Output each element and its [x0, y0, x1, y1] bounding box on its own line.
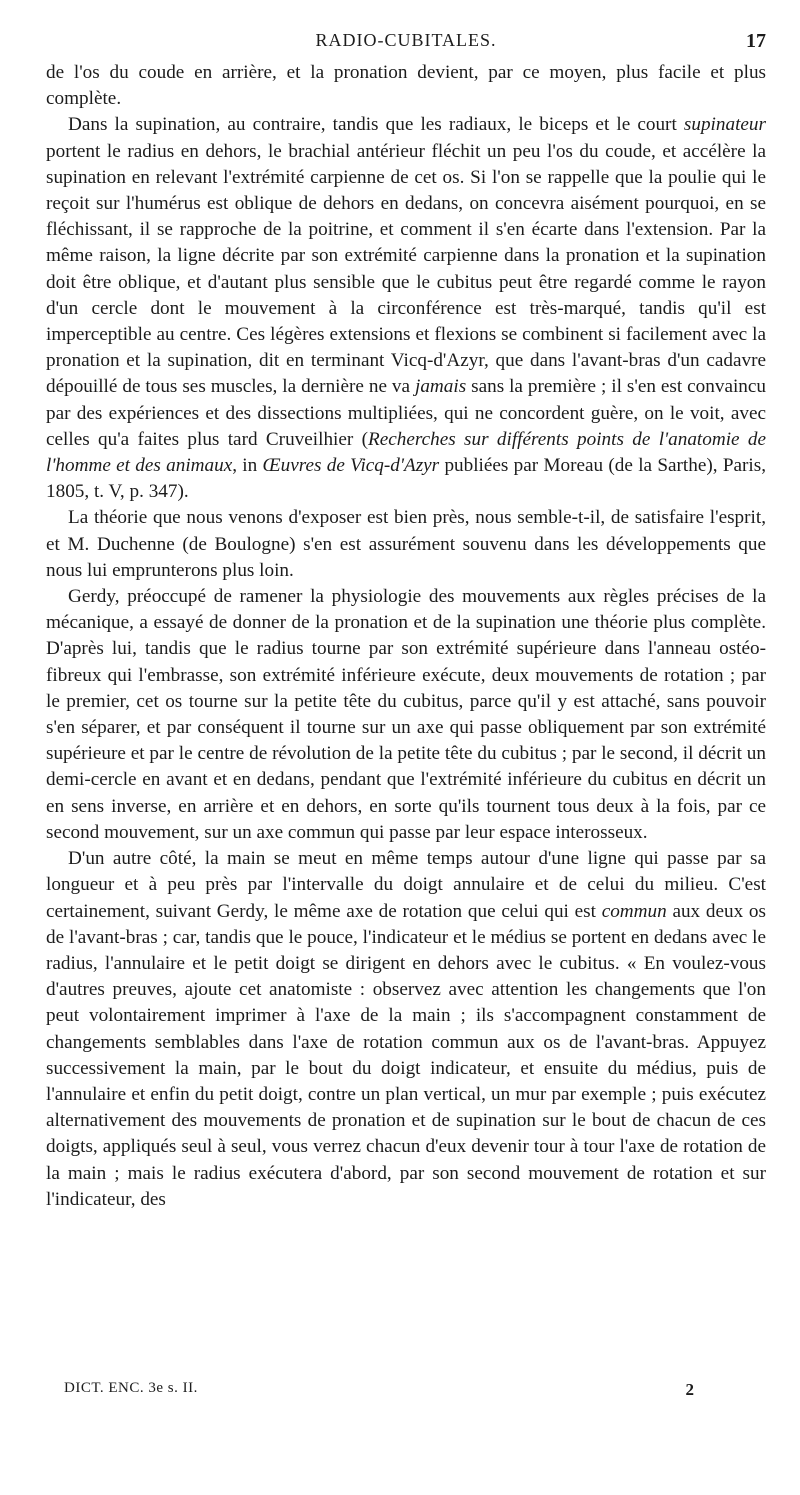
page-number: 17	[746, 30, 766, 52]
paragraph-gerdy: Gerdy, préoccupé de ramener la physiologie des mouvements aux règles précises de la mécanique, a essayé de donner de la pronation et de la supination une théorie plus complète. D'après lui, tandis que le radius tourne par son extrémité supérieure dans l'anneau ostéo-fibreux qui l'embrasse, son extrémité inférieure exécute, deux mouvements de rotation ; par le premier, cet os tourne sur la petite tête du cubitus, parce qu'il y est attaché, sans pouvoir s'en séparer, et par conséquent il tourne sur un axe qui passe obliquement par son extrémité supérieure et par le centre de révolution de la petite tête du cubitus ; par le second, il décrit un demi-cercle en avant et en dedans, pendant que l'extrémité inférieure du cubitus en décrit un en sens inverse, en arrière et en dehors, en sorte qu'ils tournent tous deux à la fois, par ce second mouvement, sur un axe commun qui passe par leur espace interosseux.	[46, 586, 766, 843]
body-text	[46, 60, 766, 1213]
signature-mark: DICT. ENC. 3e s. II.	[64, 1380, 198, 1396]
running-title: RADIO-CUBITALES.	[315, 30, 497, 50]
paragraph-hand-axis: D'un autre côté, la main se meut en même temps autour d'une ligne qui passe par sa longueur et à peu près par l'intervalle du doigt annulaire et de celui du milieu. C'est certainement, suivant Gerdy, le même axe de rotation que celui qui est commun aux deux os de l'avant-bras ; car, tandis que le pouce, l'indicateur et le médius se portent en dedans avec le radius, l'annulaire et le petit doigt se dirigent en dehors avec le cubitus. « En voulez-vous d'autres preuves, ajoute cet anatomiste : observez avec attention les changements que l'on peut volontairement imprimer à l'axe de la main ; ils s'accompagnent constamment de changements semblables dans l'axe de rotation commun aux os de l'avant-bras. Appuyez successivement la main, par le bout du doigt indicateur, et ensuite du médius, puis de l'annulaire et enfin du petit doigt, contre un plan vertical, un mur par exemple ; puis exécutez alternativement des mouvements de pronation et de supination sur le bout de chacun de ces doigts, appliqués seul à seul, vous verrez chacun d'eux devenir tour à tour l'axe de rotation de la main ; mais le radius exécutera d'abord, par son second mouvement de rotation et sur l'indicateur, des	[46, 848, 766, 1210]
paragraph-theory: La théorie que nous venons d'exposer est bien près, nous semble-t-il, de satisfaire l'esprit, et M. Duchenne (de Boulogne) s'en est assurément souvenu dans les développements que nous lui emprunterons plus loin.	[46, 507, 766, 581]
page-header	[46, 30, 766, 60]
document-page	[46, 30, 766, 1213]
paragraph-supination: Dans la supination, au contraire, tandis que les radiaux, le biceps et le court supinateur portent le radius en dehors, le brachial antérieur fléchit un peu l'os du coude, et accélère la supination en relevant l'extrémité carpienne de cet os. Si l'on se rappelle que la poulie qui le reçoit sur l'humérus est oblique de dehors en dedans, on concevra aisément pourquoi, en se fléchissant, il se rapproche de la poitrine, et comment il s'en écarte dans l'extension. Par la même raison, la ligne décrite par son extrémité carpienne dans la pronation et la supination doit être oblique, et d'autant plus sensible que le cubitus peut être regardé comme le rayon d'un cercle dont le mouvement à la circonférence est très-marqué, tandis qu'il est imperceptible au centre. Ces légères extensions et flexions se combinent si facilement avec la pronation et la supination, dit en terminant Vicq-d'Azyr, que dans l'avant-bras d'un cadavre dépouillé de tous ses muscles, la dernière ne va jamais sans la première ; il s'en est convaincu par des expériences et des dissections multipliées, qui ne concordent guère, on le voit, avec celles qu'a faites plus tard Cruveilhier (Recherches sur différents points de l'anatomie de l'homme et des animaux, in Œuvres de Vicq-d'Azyr publiées par Moreau (de la Sarthe), Paris, 1805, t. V, p. 347).	[46, 114, 766, 503]
sheet-number: 2	[685, 1380, 694, 1399]
paragraph-continuation: de l'os du coude en arrière, et la pronation devient, par ce moyen, plus facile et plus complète.	[46, 62, 766, 110]
